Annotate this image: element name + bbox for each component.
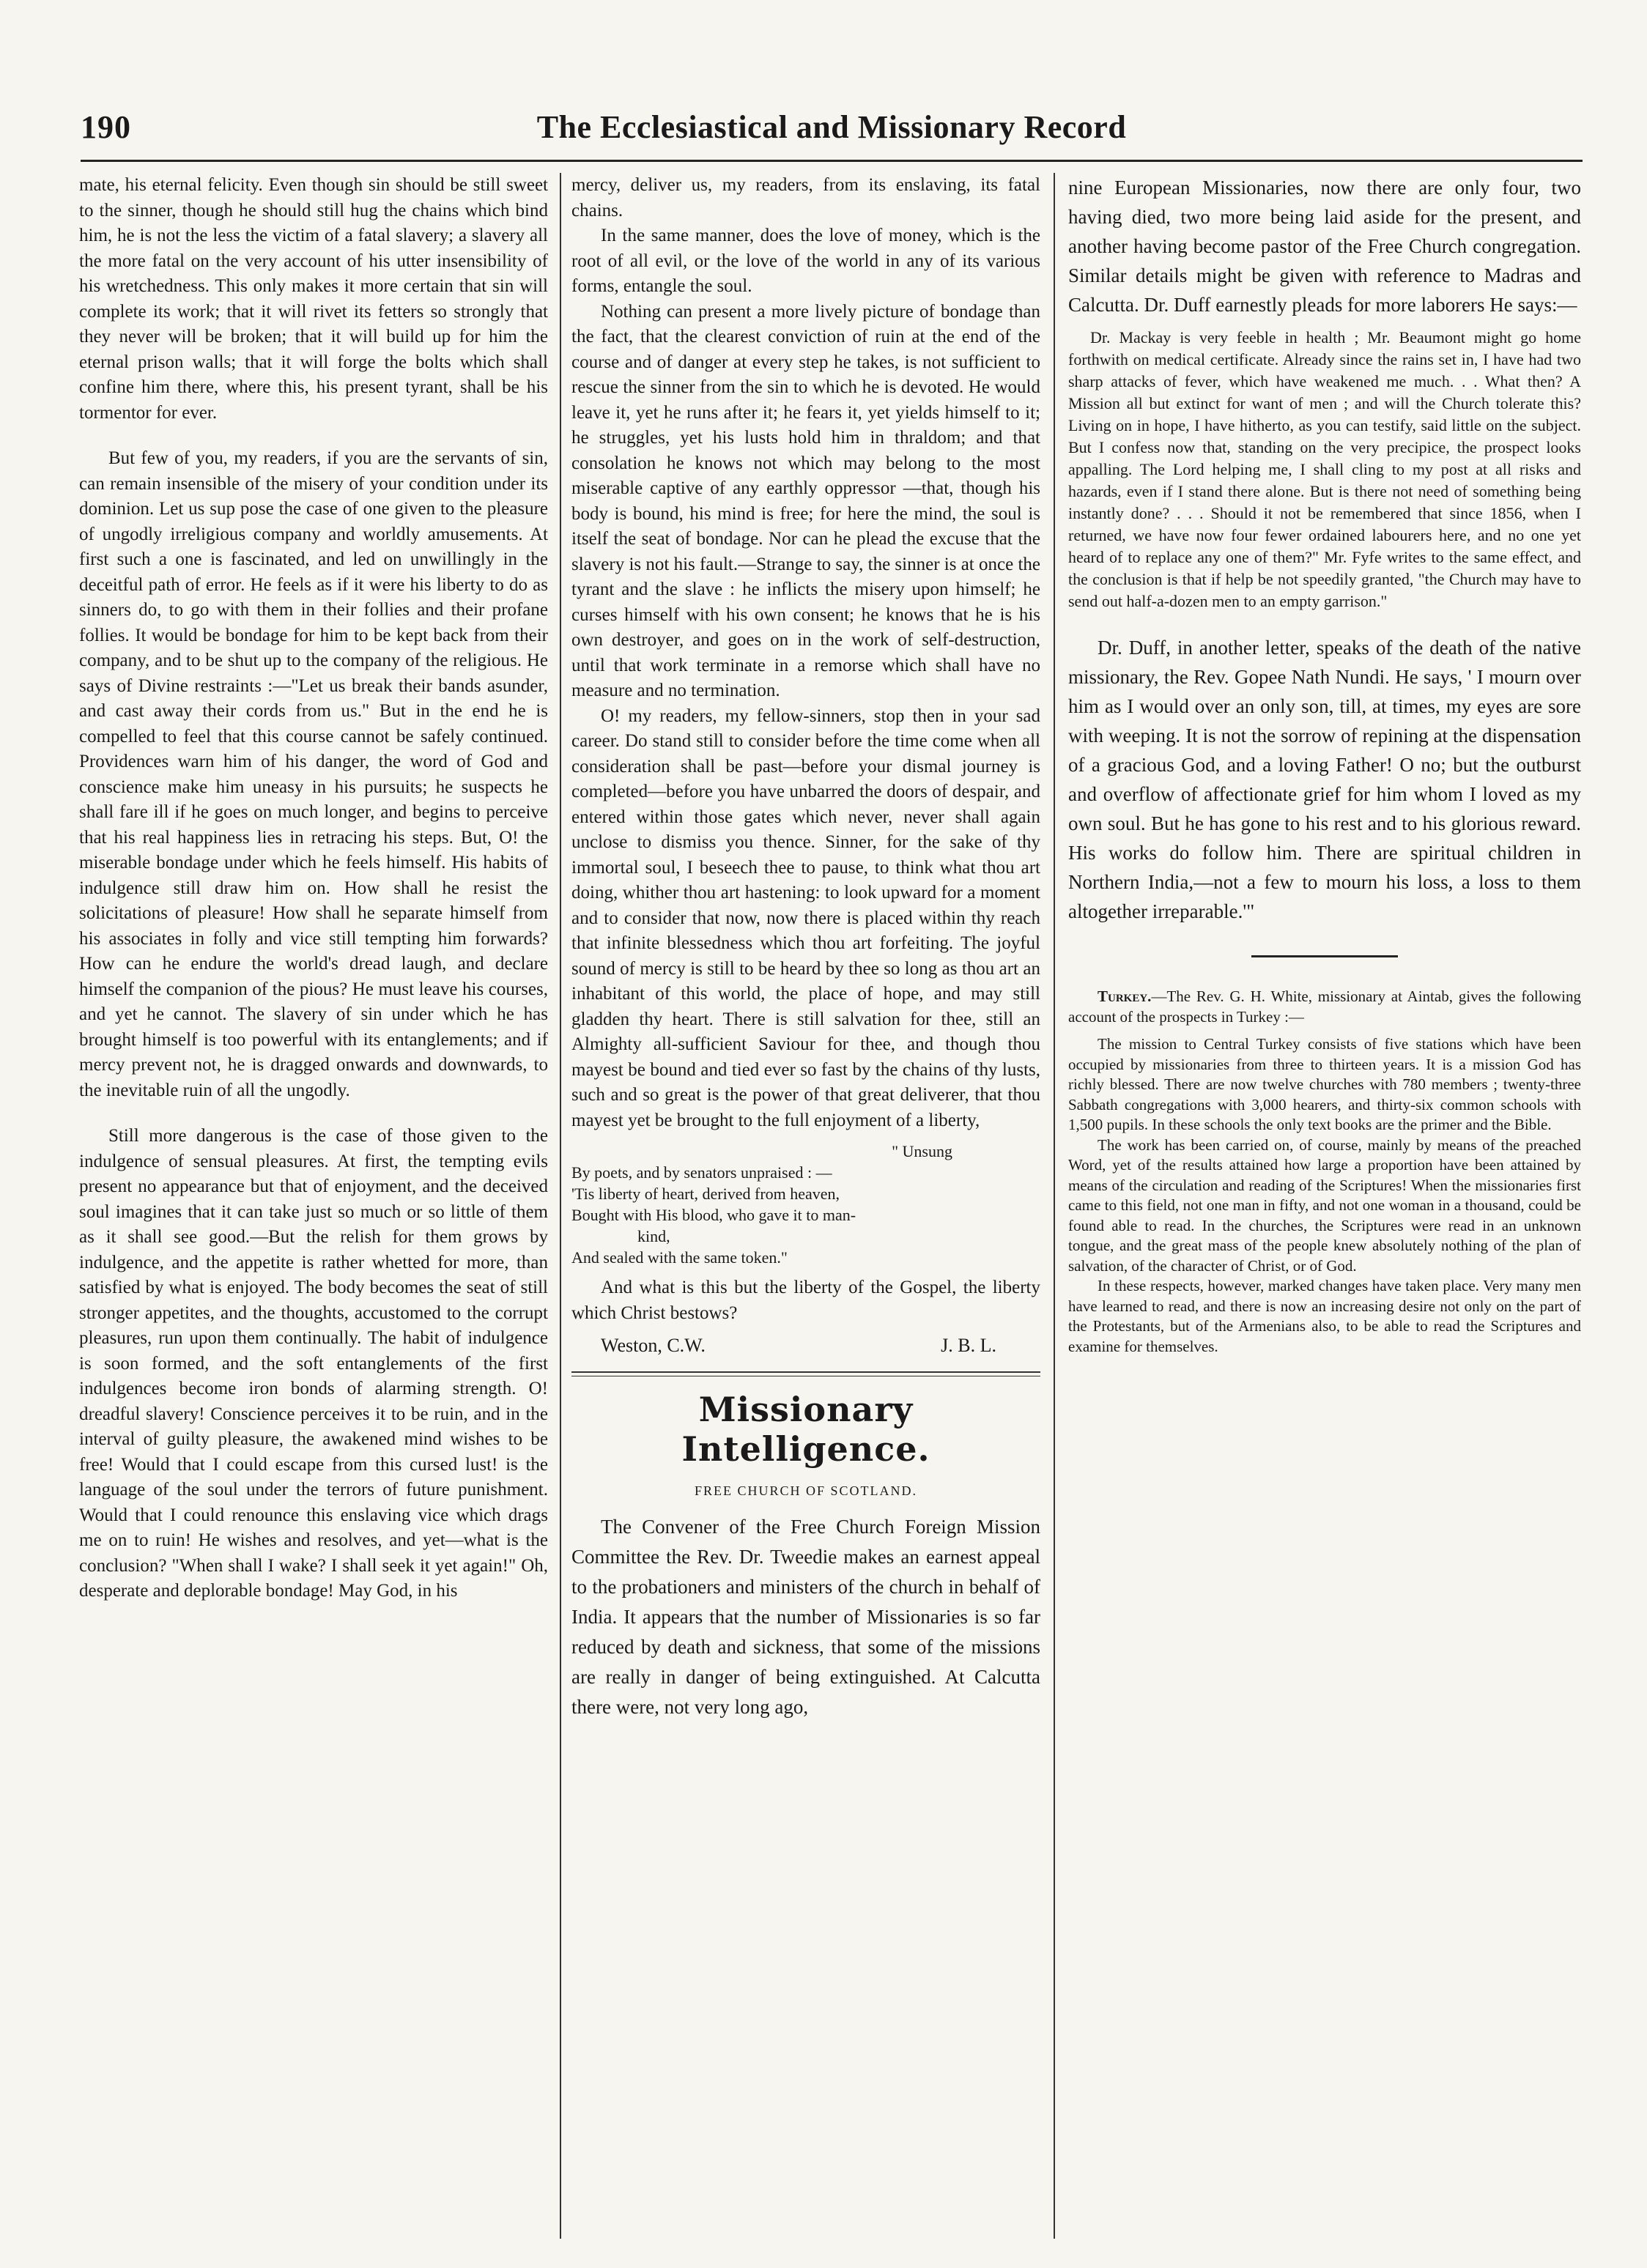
column-divider — [1054, 173, 1055, 2239]
paragraph: The mission to Central Turkey consists of five stations which have been occupied by missionaries from three to thirteen years. It is a mission God has richly blessed. There are now twelve churches with 780 members ; twenty-three Sabbath congregations with 3,000 hearers, and thirty-six common schools with 1,500 pupils. In these schools the only text books are the primer and the Bible. — [1068, 1035, 1581, 1133]
paragraph: Still more dangerous is the case of those given to the indulgence of sensual pleasures. At first, the tempting evils present no appearance but that of enjoyment, and the deceived soul imagines that it can take just so much or so little of them as it shall see good.—But the relish for them grows by indulgence, and the appetite is rather whetted for more, than satisfied by what is enjoyed. The body becomes the seat of still stronger appetites, and the thoughts, accustomed to the corrupt pleasures, run upon them continually. The habit of indulgence is soon formed, and the soft entanglements of the first indulgences become iron bonds of alarming strength. O! dreadful slavery! Conscience perceives it to be ruin, and in the interval of guilty pleasure, the awakened mind wishes to be free! Would that I could escape from this cursed lust! is the language of the soul under the terrors of future punishment. Would that I could renounce this enslaving vice which drags me on to ruin! He wishes and resolves, and yet—what is the conclusion? "When shall I wake? I shall seek it yet again!" Oh, desperate and deplorable bondage! May God, in his — [79, 1126, 548, 1601]
signoff — [571, 1335, 1040, 1357]
paragraph — [1068, 987, 1581, 1027]
signoff-initials: J. B. L. — [941, 1335, 996, 1356]
paragraph: O! my readers, my fellow-sinners, stop then in your sad career. Do stand still to consider before the time come when all consideration shall be past—before your dismal journey is completed—before you have unbarred the doors of despair, and entered within those gates which never, never shall again unclose to dismiss you thence. Sinner, for the sake of thy immortal soul, I beseech thee to pause, to think what thou art doing, whither thou art hastening: to look upward for a moment and to consider that now, now there is placed within thy reach that infinite blessedness which thou art forfeiting. The joyful sound of mercy is still to be heard by thee so long as thou art an inhabitant of this world, the place of hope, and may still gladden thy heart. There is still salvation for thee, still an Almighty all-sufficient Saviour for thee, and though thou mayest be bound and tied ever so fast by the chains of thy lusts, such and so great is the power of that great deliverer, that thou mayest yet be brought to the full enjoyment of a liberty, — [571, 705, 1040, 1130]
verse-line: 'Tis liberty of heart, derived from heaven, — [571, 1185, 840, 1203]
turkey-lead: Turkey. — [1098, 987, 1152, 1005]
section-subhead: FREE CHURCH OF SCOTLAND. — [694, 1483, 918, 1498]
short-rule — [1251, 955, 1398, 957]
paragraph: The work has been carried on, of course, mainly by means of the preached Word, yet of the results attained how large a proportion have been attained by means of the circulation and reading of the Scriptures! When the missionaries first came to this field, not one man in fifty, and not one woman in a thousand, could be found able to read. In the churches, the Scriptures were read in an unknown tongue, and the great mass of the people knew absolutely nothing of the plan of salvation, of the character of Christ, or of God. — [1068, 1135, 1581, 1275]
page-header — [81, 108, 1583, 152]
verse-quotation — [571, 1141, 1040, 1268]
verse-line: And sealed with the same token." — [571, 1248, 788, 1267]
paragraph: But few of you, my readers, if you are the servants of sin, can remain insensible of the misery of your condition under its dominion. Let us sup pose the case of one given to the pleasure of ungodly irreligious company and worldly amusements. At first such a one is fascinated, and led on unwillingly in the deceitful path of error. He feels as if it were his liberty to do as sinners do, to go with them in their follies and their profane follies. It would be bondage for him to be kept back from their company, and to be shut up to the company of the religious. He says of Divine restraints :—"Let us break their bands asunder, and cast away their cords from us." But in the end he is compelled to feel that this course cannot be safely continued. Providences warn him of his danger, the word of God and conscience make him uneasy in his pursuits; he suspects he shall fare ill if he goes on much longer, and begins to perceive that his real happiness lies in retracing his steps. But, O! the miserable bondage under which he feels himself. His habits of indulgence still draw him on. How shall he resist the solicitations of pleasure! How shall he separate himself from his associates in folly and vice still tempting him forwards? How can he endure the world's dread laugh, and declare himself the companion of the pious? He must leave his courses, and yet he cannot. The slavery of sin under which he has brought himself is too powerful with its entanglements; and if mercy prevent not, he is dragged onwards and downwards, to the inevitable ruin of all the ungodly. — [79, 448, 548, 1100]
signoff-place: Weston, C.W. — [601, 1335, 706, 1356]
paragraph: Dr. Duff, in another letter, speaks of the death of the native missionary, the Rev. Gopee Nath Nundi. He says, ' I mourn over him as I would over an only son, till, at times, my eyes are sore with weeping. It is not the sorrow of repining at the dispensation of a gracious God, and a loving Father! O no; but the outburst and overflow of affectionate grief for him whom I loved as my own soul. But he has gone to his rest and to his glorious reward. His works do follow him. There are spiritual children in Northern India,—not a few to mourn his loss, a loss to them altogether irreparable.'" — [1068, 637, 1581, 922]
paragraph: The Convener of the Free Church Foreign Mission Committee the Rev. Dr. Tweedie makes an earnest appeal to the probationers and ministers of the church in behalf of India. It appears that the number of Missionaries is so far reduced by death and sickness, that some of the missions are really in danger of being extinguished. At Calcutta there were, not very long ago, — [571, 1516, 1040, 1718]
paragraph: In the same manner, does the love of money, which is the root of all evil, or the love of the world in any of its various forms, entangle the soul. — [571, 226, 1040, 296]
verse-line: " Unsung — [892, 1142, 952, 1160]
column-divider — [560, 173, 561, 2239]
section-title: Missionary Intelligence. — [681, 1390, 930, 1469]
verse-line: By poets, and by senators unpraised : — — [571, 1163, 832, 1182]
paragraph: Dr. Mackay is very feeble in health ; Mr. Beaumont might go home forthwith on medical certificate. Already since the rains set in, I have had two sharp attacks of fever, which have weakened me much. . . What then? A Mission all but extinct for want of men ; and will the Church tolerate this? Living on in hope, I have hitherto, as you can testify, said little on the subject. But I confess now that, standing on the very precipice, the prospect looks appalling. The Lord helping me, I shall cling to my post at all risks and hazards, even if I stand there alone. But is there not need of something being instantly done? . . . Should it not be remembered that since 1856, when I returned, we have now four fewer ordained labourers here, and no one yet heard of to replace any one of them?" Mr. Fyfe writes to the same effect, and the conclusion is that if help be not speedily granted, "the Church may have to send out half-a-dozen men to an empty garrison." — [1068, 328, 1581, 610]
column-2 — [571, 173, 1040, 2268]
turkey-section — [1068, 987, 1581, 1357]
block-quote — [1068, 327, 1581, 612]
turkey-intro: —The Rev. G. H. White, missionary at Aintab, gives the following account of the prospects in Turkey :— — [1068, 987, 1581, 1026]
paragraph: nine European Missionaries, now there are only four, two having died, two more being laid aside for the present, and another having become pastor of the Free Church congregation. Similar details might be given with reference to Madras and Calcutta. Dr. Duff earnestly pleads for more laborers He says:— — [1068, 177, 1581, 316]
paragraph: And what is this but the liberty of the Gospel, the liberty which Christ bestows? — [571, 1278, 1040, 1323]
header-rule — [81, 160, 1583, 162]
paragraph: In these respects, however, marked changes have taken place. Very many men have learned to read, and there is now an increasing desire not only on the part of the Protestants, but of the Armenians also, to be able to read the Scriptures and examine for themselves. — [1068, 1277, 1581, 1355]
column-3 — [1068, 173, 1581, 2268]
page-number: 190 — [81, 109, 131, 145]
running-title: The Ecclesiastical and Missionary Record — [536, 109, 1127, 145]
paragraph: Nothing can present a more lively picture of bondage than the fact, that the clearest conviction of ruin at the end of the course and of danger at every step he takes, is not sufficient to rescue the sinner from the sin to which he is devoted. He would leave it, yet he runs after it; he fears it, yet yields himself to it; he struggles, yet his lusts hold him in thraldom; and that consolation he knows not which may belong to the most miserable captive of any earthly oppressor —that, though his body is bound, his mind is free; for here the mind, the soul is itself the seat of bondage. Nor can he plead the excuse that the slavery is not his fault.—Strange to say, the sinner is at once the tyrant and the slave : he inflicts the misery upon himself; he curses himself with his own consent; he knows that he is his own destroyer, and goes on in the work of self-destruction, until that work terminate in a remorse which shall have no measure and no termination. — [571, 301, 1040, 700]
intelligence-lead — [571, 1512, 1040, 1722]
column-1 — [79, 173, 548, 2268]
verse-line: kind, — [637, 1227, 670, 1245]
paragraph: mercy, deliver us, my readers, from its enslaving, its fatal chains. — [571, 175, 1040, 220]
section-separator — [571, 1371, 1040, 1376]
paragraph: mate, his eternal felicity. Even though sin should be still sweet to the sinner, though he should still hug the chains which bind him, he is not the less the victim of a fatal slavery; a slavery all the more fatal on the very account of his utter insensibility of his wretchedness. This only makes it more certain that sin will complete its work; that it will rivet its fetters so strongly that they never will be broken; that it will build up for him the eternal prison walls; that it will forge the bolts which shall confine him there, where this, his present tyrant, shall be his tormentor for ever. — [79, 175, 548, 423]
verse-line: Bought with His blood, who gave it to man- — [571, 1206, 856, 1224]
